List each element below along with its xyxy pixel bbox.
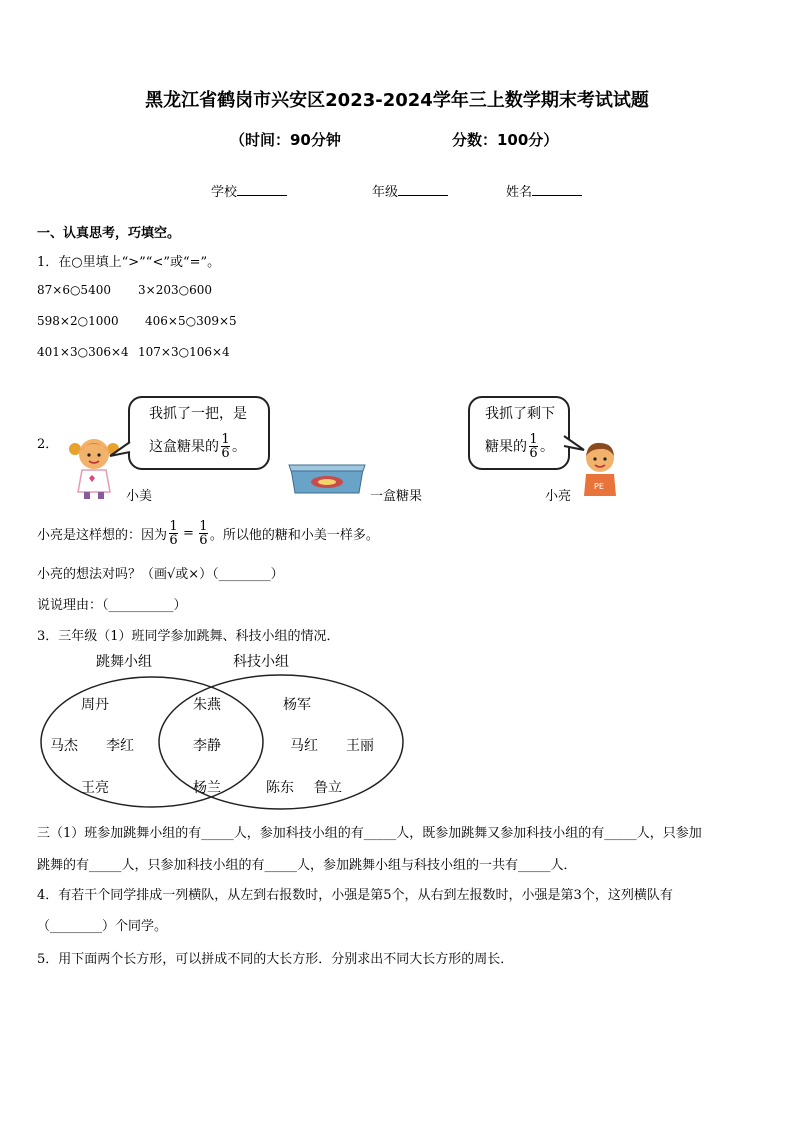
q5-text: 5．用下面两个长方形，可以拼成不同的大长方形．分别求出不同大长方形的周长． xyxy=(37,952,514,967)
q2-reason: 说说理由：（__________） xyxy=(37,598,187,613)
grade-field xyxy=(372,181,448,200)
grade-label: 年级 xyxy=(372,185,399,200)
q1-item: 107×3○106×4 xyxy=(138,345,230,359)
q1-item: 598×2○1000 xyxy=(37,314,119,328)
q1-item: 406×5○309×5 xyxy=(145,314,237,328)
name-label: 姓名 xyxy=(506,185,533,200)
school-label: 学校 xyxy=(211,185,238,200)
q1-item: 87×6○5400 xyxy=(37,283,111,297)
fraction-one-sixth xyxy=(199,520,208,547)
fraction-one-sixth xyxy=(221,433,230,460)
bubble-left-line2 xyxy=(149,433,246,460)
exam-time: （时间：90分钟 xyxy=(230,131,341,149)
venn-name: 周丹 xyxy=(81,697,109,713)
venn-name: 李静 xyxy=(193,738,221,754)
bubble-right-line2 xyxy=(485,433,554,460)
q2-number: 2． xyxy=(37,437,59,452)
q1-item: 401×3○306×4 xyxy=(37,345,129,359)
name-blank[interactable] xyxy=(532,182,582,196)
name-field xyxy=(506,181,582,200)
period: 。 xyxy=(540,438,554,455)
venn-name: 马红 xyxy=(290,738,318,754)
q3-fill-line2: 跳舞的有_____人，只参加科技小组的有_____人，参加跳舞小组与科技小组的一共有_____人． xyxy=(37,858,577,873)
venn-dance-label: 跳舞小组 xyxy=(96,654,152,670)
q2-ask: 小亮的想法对吗？（画√或×）（________） xyxy=(37,567,284,582)
bubble-left-text: 这盒糖果的 xyxy=(149,438,219,455)
name-xiaomei: 小美 xyxy=(126,489,153,504)
bubble-tail-left xyxy=(108,440,132,460)
q2-thought xyxy=(37,514,379,552)
candy-box-illustration xyxy=(287,461,367,497)
school-blank[interactable] xyxy=(237,182,287,196)
exam-score: 分数：100分） xyxy=(452,131,559,149)
frac-num: 1 xyxy=(221,432,230,447)
thought-suffix: 。所以他的糖和小美一样多。 xyxy=(209,527,379,543)
thought-prefix: 小亮是这样想的：因为 xyxy=(37,527,168,543)
q1-prompt: 1．在○里填上“>”“<”或“=”。 xyxy=(37,255,221,270)
fraction-one-sixth xyxy=(529,433,538,460)
boy-illustration xyxy=(576,438,624,498)
venn-name: 鲁立 xyxy=(314,780,342,796)
fraction-one-sixth xyxy=(169,520,178,547)
equals-sign: = xyxy=(183,525,194,541)
frac-den: 6 xyxy=(221,446,230,461)
venn-name: 陈东 xyxy=(266,780,294,796)
box-label: 一盒糖果 xyxy=(370,489,423,504)
venn-tech-label: 科技小组 xyxy=(233,654,289,670)
frac-num: 1 xyxy=(169,518,178,534)
venn-name: 王丽 xyxy=(346,738,374,754)
bubble-xiaoliang xyxy=(468,396,570,470)
svg-text:PE: PE xyxy=(594,482,604,491)
name-xiaoliang: 小亮 xyxy=(545,489,572,504)
frac-den: 6 xyxy=(169,532,178,548)
frac-den: 6 xyxy=(529,446,538,461)
section-heading: 一、认真思考，巧填空。 xyxy=(37,226,181,241)
venn-name: 李红 xyxy=(106,738,134,754)
page-title: 黑龙江省鹤岗市兴安区2023-2024学年三上数学期末考试试题 xyxy=(145,90,649,111)
bubble-right-text: 糖果的 xyxy=(485,438,527,455)
q3-fill-line1: 三（1）班参加跳舞小组的有_____人，参加科技小组的有_____人，既参加跳舞又参加科技小组的有_____人，只参加 xyxy=(37,826,702,841)
q4-line2: （________）个同学。 xyxy=(37,919,168,934)
q3-prompt: 3．三年级（1）班同学参加跳舞、科技小组的情况． xyxy=(37,629,340,644)
venn-name: 马杰 xyxy=(50,738,78,754)
venn-name: 朱燕 xyxy=(193,697,221,713)
frac-num: 1 xyxy=(199,518,208,534)
bubble-right-line1: 我抓了剩下 xyxy=(485,406,555,422)
grade-blank[interactable] xyxy=(398,182,448,196)
q1-item: 3×203○600 xyxy=(138,283,212,297)
period: 。 xyxy=(232,438,246,455)
venn-name: 杨军 xyxy=(283,697,311,713)
bubble-xiaomei xyxy=(128,396,270,470)
q4-line1: 4．有若干个同学排成一列横队，从左到右报数时，小强是第5个，从右到左报数时，小强是第3个，这列横队有 xyxy=(37,888,673,903)
venn-name: 杨兰 xyxy=(193,780,221,796)
school-field xyxy=(211,181,287,200)
venn-name: 王亮 xyxy=(81,780,109,796)
frac-num: 1 xyxy=(529,432,538,447)
bubble-left-line1: 我抓了一把，是 xyxy=(149,406,247,422)
frac-den: 6 xyxy=(199,532,208,548)
